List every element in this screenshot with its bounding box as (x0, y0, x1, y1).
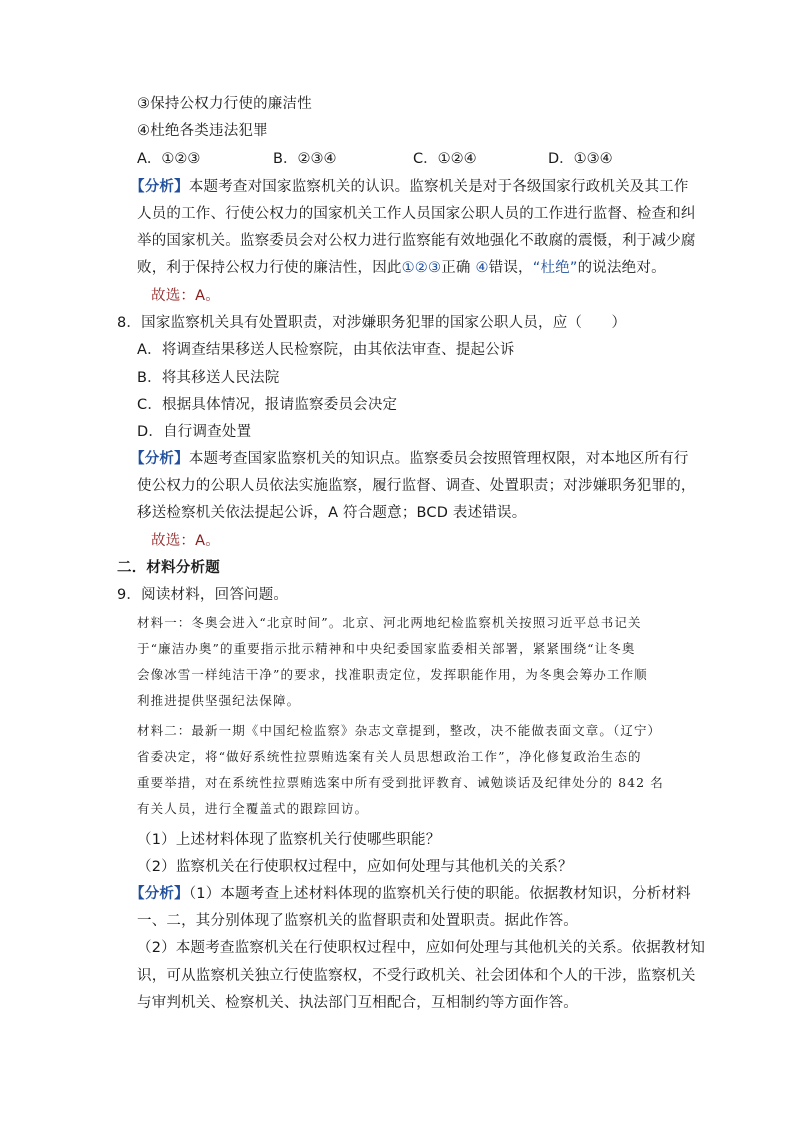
q8-analysis-line-3: 移送检察机关依法提起公诉，A 符合题意；BCD 表述错误。 (137, 505, 527, 521)
q9-question-1: （1）上述材料体现了监察机关行使哪些职能？ (137, 832, 441, 848)
q9-analysis-line-5: 与审判机关、检察机关、执法部门互相配合，互相制约等方面作答。 (137, 995, 578, 1011)
q7-option-b: B．②③④ (273, 151, 337, 167)
q7-item-4: ④杜绝各类违法犯罪 (137, 123, 268, 139)
q9-material-line-1: 材料一：冬奥会进入“北京时间”。北京、河北两地纪检监察机关按照习近平总书记关 (137, 615, 642, 630)
q7-analysis-line-3: 举的国家机关。监察委员会对公权力进行监察能有效地强化不敢腐的震慑，利于减少腐 (137, 233, 696, 249)
q9-analysis-line-4: 识，可从监察机关独立行使监察权，不受行政机关、社会团体和个人的干涉，监察机关 (137, 968, 696, 984)
q8-option-b: B．将其移送人民法院 (137, 370, 280, 386)
q9-material-line-2: 于“廉洁办奥”的重要指示批示精神和中央纪委国家监委相关部署，紧紧围绕“让冬奥 (137, 641, 636, 656)
analysis-tag: 【分析】 (130, 451, 189, 467)
q9-material-line-5: 材料二：最新一期《中国纪检监察》杂志文章提到，整改，决不能做表面文章。（辽宁） (137, 723, 662, 738)
q7-option-d: D．①③④ (548, 151, 613, 167)
q7-analysis-line-2: 人员的工作、行使公权力的国家机关工作人员国家公职人员的工作进行监督、检查和纠 (137, 206, 696, 222)
q9-stem: 9．阅读材料，回答问题。 (117, 587, 289, 603)
q9-material-line-7: 重要举措，对在系统性拉票贿选案中所有受到批评教育、诫勉谈话及纪律处分的 842 名 (137, 775, 664, 790)
q7-analysis-line-1: 【分析】本题考查对国家监察机关的认识。监察机关是对于各级国家行政机关及其工作 (130, 179, 689, 195)
q9-material-line-6: 省委决定，将“做好系统性拉票贿选案有关人员思想政治工作”，净化修复政治生态的 (137, 749, 642, 764)
q7-option-a: A．①②③ (137, 151, 201, 167)
q8-analysis-line-2: 使公权力的公职人员依法实施监察，履行监督、调查、处置职责；对涉嫌职务犯罪的， (137, 478, 696, 494)
q9-question-2: （2）监察机关在行使职权过程中，应如何处理与其他机关的关系？ (137, 859, 573, 875)
q9-material-line-8: 有关人员，进行全覆盖式的跟踪回访。 (137, 801, 369, 816)
q9-material-line-4: 利推进提供坚强纪法保障。 (137, 693, 301, 708)
q7-option-c: C．①②④ (413, 151, 477, 167)
q8-option-a: A．将调查结果移送人民检察院，由其依法审查、提起公诉 (137, 342, 515, 358)
q7-analysis-line-4: 败，利于保持公权力行使的廉洁性，因此①②③正确 ④错误，“杜绝”的说法绝对。 (137, 260, 666, 276)
q9-analysis-line-1: 【分析】（1）本题考查上述材料体现的监察机关行使的职能。依据教材知识，分析材料 (130, 886, 691, 902)
q8-stem: 8．国家监察机关具有处置职责，对涉嫌职务犯罪的国家公职人员，应（ ） (117, 315, 627, 331)
q8-option-c: C．根据具体情况，报请监察委员会决定 (137, 397, 398, 413)
section-title: 二．材料分析题 (117, 560, 220, 576)
q9-analysis-line-3: （2）本题考查监察机关在行使职权过程中，应如何处理与其他机关的关系。依据教材知 (137, 940, 706, 956)
q9-analysis-line-2: 一、二，其分别体现了监察机关的监督职责和处置职责。据此作答。 (137, 913, 578, 929)
q7-answer: 故选：A。 (151, 288, 220, 304)
q8-option-d: D．自行调查处置 (137, 424, 252, 440)
q9-material-line-3: 会像冰雪一样纯洁干净”的要求，找准职责定位，发挥职能作用，为冬奥会筹办工作顺 (137, 667, 648, 682)
q8-analysis-line-1: 【分析】本题考查国家监察机关的知识点。监察委员会按照管理权限，对本地区所有行 (130, 451, 689, 467)
q8-answer: 故选：A。 (151, 533, 220, 549)
q7-item-3: ③保持公权力行使的廉洁性 (137, 96, 312, 112)
analysis-tag: 【分析】 (130, 179, 189, 195)
analysis-tag: 【分析】 (130, 886, 189, 902)
